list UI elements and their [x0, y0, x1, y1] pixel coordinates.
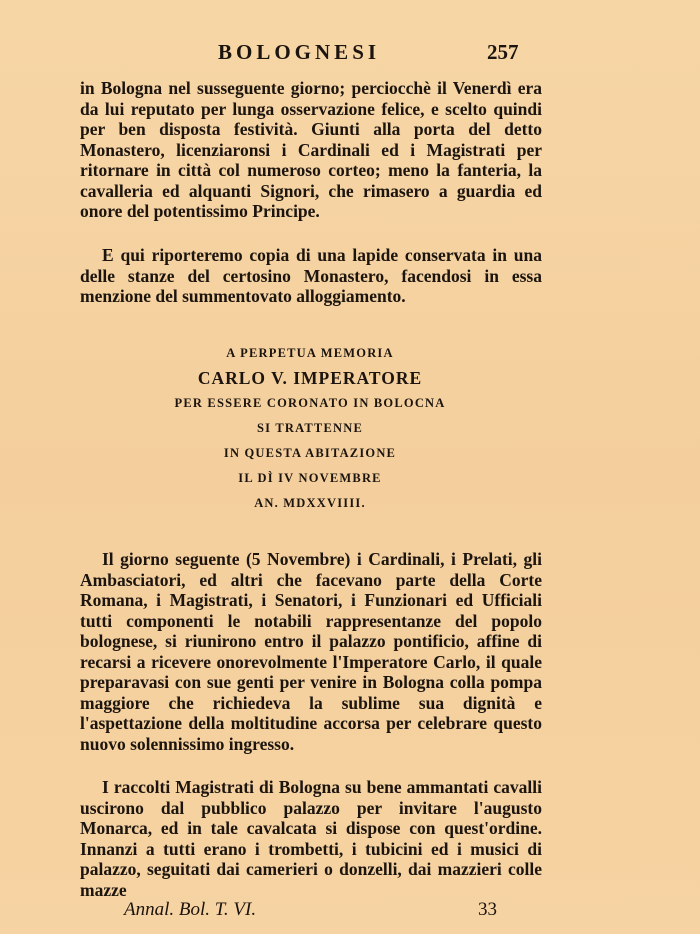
paragraph: I raccolti Magistrati di Bologna su bene ammantati cavalli uscirono dal pubblico palazzo per invitare l'augusto Monarca, ed in tale cavalcata si dispose con quest'ordine. Innanzi a tutti erano i trombetti, i tubicini ed i musici di palazzo, seguitati dai camerieri o donzelli, dai mazzieri colle mazze — [80, 777, 542, 900]
inscription-line: IL DÌ IV NOVEMBRE — [238, 471, 382, 485]
inscription-line: CARLO V. IMPERATORE — [197, 368, 423, 388]
paragraph: Il giorno seguente (5 Novembre) i Cardinali, i Prelati, gli Ambasciatori, ed altri che facevano parte della Corte Romana, i Magistrati, i Senatori, i Funzionari ed Ufficiali tutti componenti le notabili rappresentanze del popolo bolognese, si riunirono entro il palazzo pontificio, affine di recarsi a ricevere onorevolmente l'Imperatore Carlo, il quale preparavasi con sue genti per venire in Bologna colla pompa maggiore che richiedeva la sublime sua dignità e l'aspettazione della moltitudine accorsa per celebrare questo nuovo solennissimo ingresso. — [80, 549, 542, 754]
inscription-line: PER ESSERE CORONATO IN BOLOCNA — [174, 396, 446, 410]
paragraph: in Bologna nel susseguente giorno; perciocchè il Venerdì era da lui reputato per lunga osservazione felice, e scelto quindi per ben disposta festività. Giunti alla porta del detto Monastero, licenziaronsi i Cardinali ed i Magistrati per ritornare in città col numeroso corteo; meno la fanteria, la cavalleria ed alquanti Signori, che rimasero a guardia ed onore del potentissimo Principe. — [80, 78, 542, 221]
inscription-line: A PERPETUA MEMORIA — [226, 346, 394, 360]
paragraph: E qui riporteremo copia di una lapide conservata in una delle stanze del certosino Monastero, facendosi in essa menzione del summentovato alloggiamento. — [80, 245, 542, 306]
lapide-inscription — [100, 341, 520, 516]
inscription-line: IN QUESTA ABITAZIONE — [223, 446, 397, 460]
inscription-line: AN. MDXXVIIII. — [254, 496, 366, 510]
page-number: 257 — [487, 40, 519, 64]
page-footer — [0, 899, 700, 923]
running-title: BOLOGNESI — [218, 40, 381, 64]
sheet-number: 33 — [478, 899, 497, 920]
page-header — [0, 40, 700, 64]
signature-mark: Annal. Bol. T. VI. — [124, 899, 257, 920]
inscription-line: SI TRATTENNE — [257, 421, 363, 435]
